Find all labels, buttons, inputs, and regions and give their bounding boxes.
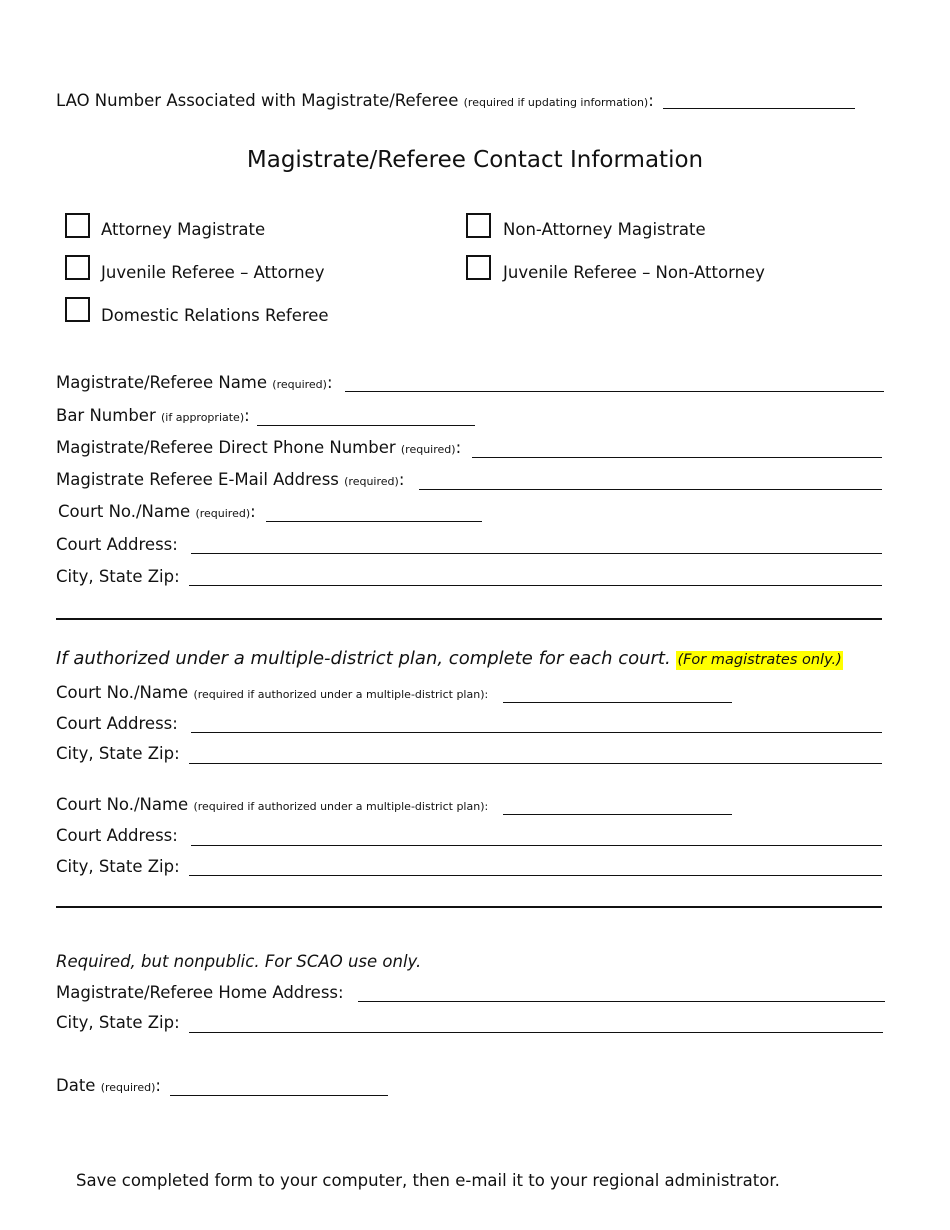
section-divider: [56, 618, 882, 620]
bar-number-field[interactable]: [257, 425, 475, 426]
domestic-relations-referee-checkbox[interactable]: [65, 297, 90, 322]
multi-city-field-1[interactable]: [189, 763, 882, 764]
juvenile-referee-attorney-label: Juvenile Referee – Attorney: [101, 263, 325, 282]
city-state-zip-label: City, State Zip:: [56, 567, 180, 586]
section-divider-2: [56, 906, 882, 908]
multi-court-label-1: Court No./Name (required if authorized under a multiple-district plan):: [56, 683, 489, 702]
phone-label: Magistrate/Referee Direct Phone Number (required):: [56, 438, 462, 457]
attorney-magistrate-label: Attorney Magistrate: [101, 220, 266, 239]
domestic-relations-referee-label: Domestic Relations Referee: [101, 306, 329, 325]
non-attorney-magistrate-label: Non-Attorney Magistrate: [503, 220, 706, 239]
juvenile-referee-non-attorney-checkbox[interactable]: [466, 255, 491, 280]
city-state-zip-field[interactable]: [189, 585, 882, 586]
home-city-field[interactable]: [189, 1032, 883, 1033]
email-field[interactable]: [419, 489, 882, 490]
multi-city-field-2[interactable]: [189, 875, 882, 876]
home-address-field[interactable]: [358, 1001, 885, 1002]
bar-number-label: Bar Number (if appropriate):: [56, 406, 250, 425]
home-city-label: City, State Zip:: [56, 1013, 180, 1032]
page-title: Magistrate/Referee Contact Information: [246, 147, 704, 173]
court-label: Court No./Name (required):: [58, 502, 256, 521]
non-attorney-magistrate-checkbox[interactable]: [466, 213, 491, 238]
court-address-label: Court Address:: [56, 535, 178, 554]
multi-district-heading: If authorized under a multiple-district plan, complete for each court. (For magistrates only.): [56, 648, 842, 669]
email-label: Magistrate Referee E-Mail Address (required):: [56, 470, 405, 489]
lao-number-field[interactable]: [663, 108, 855, 109]
multi-court-address-label-2: Court Address:: [56, 826, 178, 845]
attorney-magistrate-checkbox[interactable]: [65, 213, 90, 238]
multi-court-field-2[interactable]: [503, 814, 732, 815]
date-label: Date (required):: [56, 1076, 161, 1095]
multi-city-label-2: City, State Zip:: [56, 857, 180, 876]
home-address-label: Magistrate/Referee Home Address:: [56, 983, 344, 1002]
name-label: Magistrate/Referee Name (required):: [56, 373, 333, 392]
multi-court-address-field-1[interactable]: [191, 732, 882, 733]
multi-court-address-label-1: Court Address:: [56, 714, 178, 733]
multi-court-field-1[interactable]: [503, 702, 732, 703]
nonpublic-heading: Required, but nonpublic. For SCAO use only.: [56, 952, 422, 971]
footer-instruction: Save completed form to your computer, then e-mail it to your regional administrator.: [76, 1171, 780, 1190]
magistrates-only-highlight: (For magistrates only.): [677, 652, 842, 668]
lao-label: LAO Number Associated with Magistrate/Referee (required if updating information):: [56, 91, 654, 110]
phone-field[interactable]: [472, 457, 882, 458]
juvenile-referee-non-attorney-label: Juvenile Referee – Non-Attorney: [503, 263, 765, 282]
multi-court-label-2: Court No./Name (required if authorized under a multiple-district plan):: [56, 795, 489, 814]
juvenile-referee-attorney-checkbox[interactable]: [65, 255, 90, 280]
multi-city-label-1: City, State Zip:: [56, 744, 180, 763]
court-field[interactable]: [266, 521, 482, 522]
date-field[interactable]: [170, 1095, 388, 1096]
name-field[interactable]: [345, 391, 884, 392]
multi-court-address-field-2[interactable]: [191, 845, 882, 846]
court-address-field[interactable]: [191, 553, 882, 554]
